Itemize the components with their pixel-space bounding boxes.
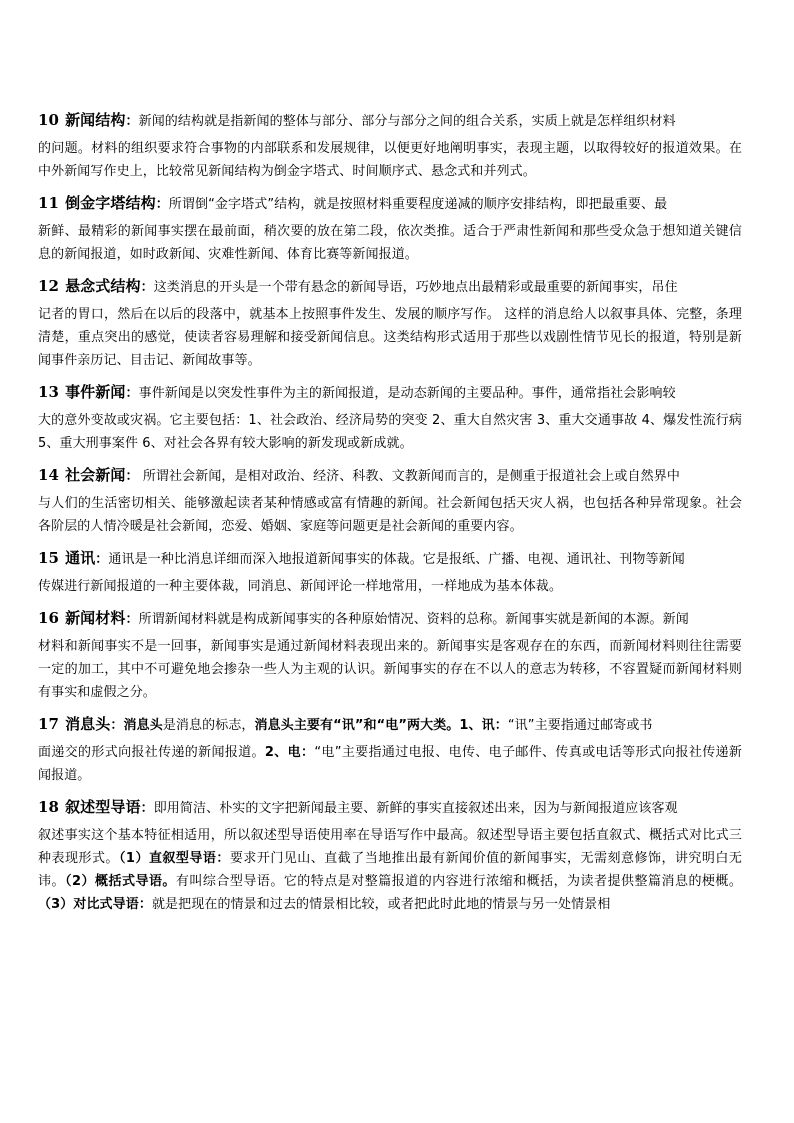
entry-text: 即用简洁、朴实的文字把新闻最主要、新鲜的事实直接叙述出来，因为与新闻报道应该客观: [153, 801, 678, 816]
entry-first-line: [38, 376, 742, 409]
entry-number: 17: [38, 715, 60, 733]
entry-bold-text: （3）对比式导语：: [38, 897, 152, 912]
entry-bold-text: 消息头: [123, 718, 163, 733]
entry-term: 倒金字塔结构: [65, 194, 156, 212]
entry-narrative-lead: [38, 791, 742, 916]
entry-news-structure: [38, 104, 742, 183]
entry-text: 材料和新闻事实不是一回事，新闻事实是通过新闻材料表现出来的。新闻事实是客观存在的东西，而新闻材料则往往需要一定的加工，其中不可避免地会掺杂一些人为主观的认识。新闻事实的存在不以人的意志为转移，不容置疑而新闻材料则有事实和虚假之分。: [38, 639, 742, 700]
entry-number: 11: [38, 194, 60, 212]
entry-first-line: [38, 187, 742, 220]
entry-text: “电”主要指通过电报、电传、电子邮件、传真或电话等形式向报社传递新闻报道。: [38, 745, 742, 783]
entry-text: 面递交的形式向报社传递的新闻报道。: [38, 745, 265, 760]
entry-text: 所谓倒“金字塔式”结构，就是按照材料重要程度递减的顺序安排结构，即把最重要、最: [168, 197, 668, 212]
entry-colon: ：: [140, 280, 154, 295]
entry-text: 这类消息的开头是一个带有悬念的新闻导语，巧妙地点出最精彩或最重要的新闻事实，吊住: [153, 280, 678, 295]
entry-number: 15: [38, 549, 60, 567]
entry-text: 要求开门见山、直截了当地推出最有新闻价值的新闻事实，无需刻意修饰，讲究明白无讳。: [38, 851, 742, 889]
entry-text: 的问题。材料的组织要求符合事物的内部联系和发展规律，以便更好地阐明事实，表现主题，以取得较好的报道效果。在中外新闻写作史上，比较常见新闻结构为倒金字塔式、时间顺序式、悬念式和并列式。: [38, 141, 742, 179]
entry-colon: ：: [95, 552, 109, 567]
entry-first-line: [38, 270, 742, 303]
entry-text: 大的意外变故或灾祸。它主要包括：1、社会政治、经济局势的突变 2、重大自然灾害 3、重大交通事故 4、爆发性流行病 5、重大刑事案件 6、对社会各界有较大影响的新发现或新成就。: [38, 413, 742, 451]
entry-number: 16: [38, 609, 60, 627]
entry-text: 新鲜、最精彩的新闻事实摆在最前面，稍次要的放在第二段，依次类推。适合于严肃性新闻和那些受众急于想知道关键信息的新闻报道，如时政新闻、灾难性新闻、体育比赛等新闻报道。: [38, 224, 742, 262]
entry-dateline: [38, 708, 742, 787]
entry-text: 事件新闻是以突发性事件为主的新闻报道，是动态新闻的主要品种。事件，通常指社会影响较: [138, 386, 676, 401]
entry-number: 12: [38, 277, 60, 295]
entry-number: 14: [38, 466, 60, 484]
entry-rest: [38, 824, 742, 916]
entry-correspondence: [38, 542, 742, 598]
entry-first-line: [38, 602, 742, 635]
entry-text: 叙述事实这个基本特征相适用，所以叙述型导语使用率在导语写作中最高。叙述型导语主要包括直叙式、概括式对比式三种表现形式。: [38, 828, 742, 866]
entry-term: 事件新闻: [65, 383, 126, 401]
entry-bold-text: 消息头主要有“讯”和“电”两大类。1、讯：: [254, 718, 508, 733]
document-body: [38, 104, 742, 920]
entry-term: 悬念式结构: [65, 277, 141, 295]
entry-first-line: [38, 791, 742, 824]
entry-number: 18: [38, 798, 60, 816]
entry-term: 叙述型导语: [65, 798, 141, 816]
entry-term: 社会新闻: [65, 466, 126, 484]
entry-text: 通讯是一种比消息详细而深入地报道新闻事实的体裁。它是报纸、广播、电视、通讯社、刊物等新闻: [108, 552, 685, 567]
entry-number: 13: [38, 383, 60, 401]
entry-term: 消息头: [65, 715, 111, 733]
entry-colon: ：: [125, 386, 139, 401]
entry-news-material: [38, 602, 742, 704]
entry-text: 就是把现在的情景和过去的情景相比较，或者把此时此地的情景与另一处情景相: [151, 897, 611, 912]
entry-colon: ：: [125, 469, 139, 484]
entry-text: 有叫综合型导语。它的特点是对整篇报道的内容进行浓缩和概括，为读者提供整篇消息的梗概。: [175, 874, 743, 889]
entry-text: “讯”主要指通过邮寄或书: [507, 718, 653, 733]
entry-term: 新闻结构: [65, 111, 126, 129]
entry-colon: ：: [140, 801, 154, 816]
entry-first-line: [38, 542, 742, 575]
entry-text: 记者的胃口，然后在以后的段落中，就基本上按照事件发生、发展的顺序写作。 这样的消息给人以叙事具体、完整，条理清楚，重点突出的感觉，使读者容易理解和接受新闻信息。这类结构形式适用于那些以戏剧性情节见长的报道，特别是新闻事件亲历记、目击记、新闻故事等。: [38, 307, 742, 368]
entry-rest: [38, 741, 742, 787]
entry-colon: ：: [125, 114, 139, 129]
entry-inverted-pyramid: [38, 187, 742, 266]
entry-bold-text: 2、电：: [264, 745, 315, 760]
entry-event-news: [38, 376, 742, 455]
entry-text: 传媒进行新闻报道的一种主要体裁，同消息、新闻评论一样地常用，一样地成为基本体裁。: [38, 579, 563, 594]
entry-bold-text: （1）直叙型导语：: [118, 851, 230, 866]
entry-number: 10: [38, 111, 60, 129]
entry-social-news: [38, 459, 742, 538]
entry-bold-text: （2）概括式导语。: [64, 874, 176, 889]
entry-term: 通讯: [65, 549, 96, 567]
entry-first-line: [38, 708, 742, 741]
entry-text: 新闻的结构就是指新闻的整体与部分、部分与部分之间的组合关系，实质上就是怎样组织材料: [138, 114, 676, 129]
entry-colon: ：: [125, 612, 139, 627]
entry-text: 与人们的生活密切相关、能够激起读者某种情感或富有情趣的新闻。社会新闻包括天灾人祸，也包括各种异常现象。社会各阶层的人情冷暖是社会新闻，恋爱、婚姻、家庭等问题更是社会新闻的重要内容。: [38, 496, 742, 534]
entry-term: 新闻材料: [65, 609, 126, 627]
entry-colon: ：: [155, 197, 169, 212]
entry-text: 所谓社会新闻，是相对政治、经济、科教、文教新闻而言的，是侧重于报道社会上或自然界中: [138, 469, 680, 484]
entry-suspense-structure: [38, 270, 742, 372]
entry-first-line: [38, 104, 742, 137]
entry-text: 所谓新闻材料就是构成新闻事实的各种原始情况、资料的总称。新闻事实就是新闻的本源。新闻: [138, 612, 689, 627]
entry-text: 是消息的标志，: [162, 718, 255, 733]
entry-first-line: [38, 459, 742, 492]
entry-colon: ：: [110, 718, 124, 733]
